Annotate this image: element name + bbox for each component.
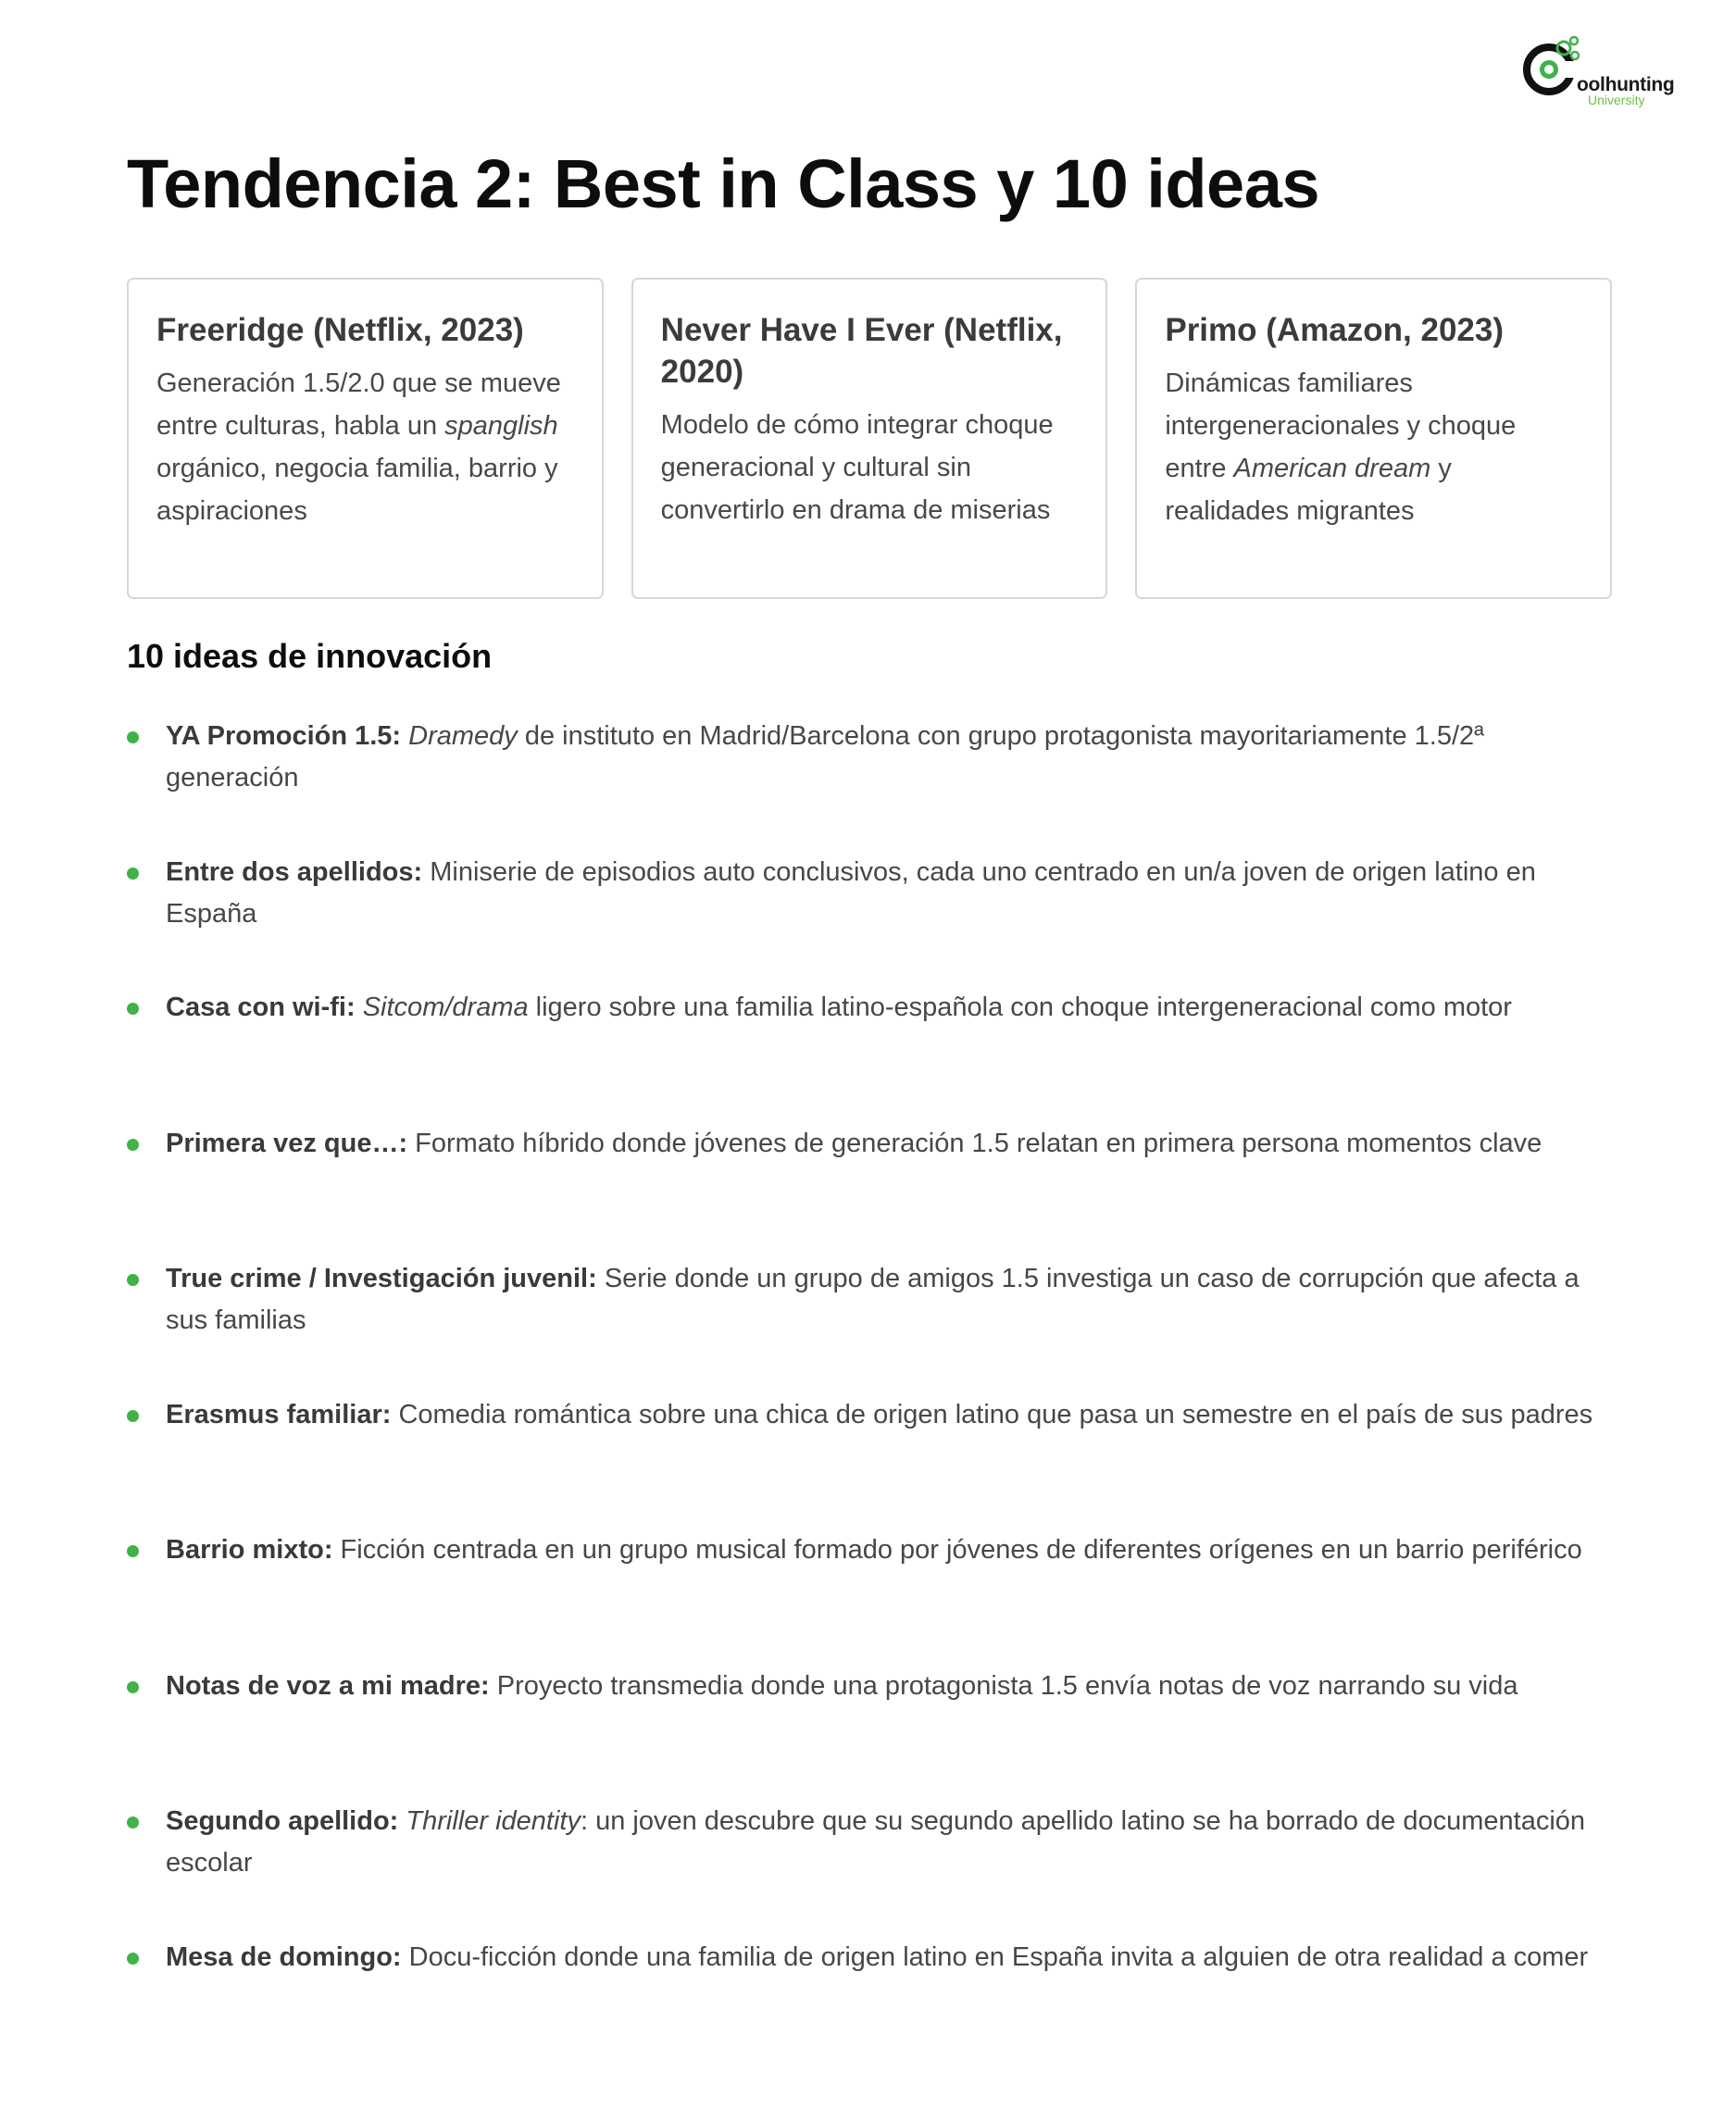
bullet-icon	[127, 1410, 139, 1422]
list-item: Notas de voz a mi madre: Proyecto transmedia donde una protagonista 1.5 envía notas de voz narrando su vida	[127, 1666, 1617, 1802]
card-primo	[1135, 278, 1612, 599]
section-heading: 10 ideas de innovación	[127, 637, 493, 675]
card-description: Dinámicas familiares intergeneracionales y choque entre American dream y realidades migrantes	[1165, 368, 1517, 526]
bullet-icon	[127, 1274, 139, 1286]
list-item: Barrio mixto: Ficción centrada en un grupo musical formado por jóvenes de diferentes orígenes en un barrio periférico	[127, 1529, 1617, 1666]
card-never-have-i-ever	[631, 278, 1108, 599]
card-description: Generación 1.5/2.0 que se mueve entre culturas, habla un spanglish orgánico, negocia familia, barrio y aspiraciones	[156, 368, 561, 526]
bullet-icon	[127, 1545, 139, 1557]
list-item: Casa con wi-fi: Sitcom/drama ligero sobre una familia latino-española con choque intergeneracional como motor	[127, 987, 1617, 1123]
list-item: Erasmus familiar: Comedia romántica sobre una chica de origen latino que pasa un semestre en el país de sus padres	[127, 1394, 1617, 1530]
list-item: Mesa de domingo: Docu-ficción donde una familia de origen latino en España invita a alguien de otra realidad a comer	[127, 1937, 1617, 2073]
logo-wordmark: oolhunting	[1577, 74, 1675, 95]
ideas-list	[127, 716, 1617, 2072]
card-freeridge	[127, 278, 604, 599]
bullet-icon	[127, 1139, 139, 1151]
list-item: YA Promoción 1.5: Dramedy de instituto en Madrid/Barcelona con grupo protagonista mayoritariamente 1.5/2ª generación	[127, 716, 1617, 852]
list-item: Primera vez que…: Formato híbrido donde jóvenes de generación 1.5 relatan en primera persona momentos clave	[127, 1123, 1617, 1259]
page-title: Tendencia 2: Best in Class y 10 ideas	[127, 145, 1320, 222]
card-title: Primo (Amazon, 2023)	[1165, 312, 1504, 348]
bullet-icon	[127, 868, 139, 880]
bullet-icon	[127, 1953, 139, 1965]
card-description: Modelo de cómo integrar choque generacional y cultural sin convertirlo en drama de miserias	[660, 410, 1054, 525]
bullet-icon	[127, 1681, 139, 1693]
card-title: Never Have I Ever (Netflix, 2020)	[660, 312, 1063, 390]
best-in-class-cards	[127, 278, 1612, 599]
bullet-icon	[127, 1003, 139, 1015]
card-title: Freeridge (Netflix, 2023)	[156, 312, 524, 348]
bullet-icon	[127, 1816, 139, 1829]
bullet-icon	[127, 731, 139, 743]
logo-subtitle: University	[1588, 93, 1645, 107]
coolhunting-university-logo	[1523, 35, 1699, 109]
list-item: Segundo apellido: Thriller identity: un joven descubre que su segundo apellido latino se ha borrado de documentación escolar	[127, 1801, 1617, 1937]
list-item: Entre dos apellidos: Miniserie de episodios auto conclusivos, cada uno centrado en un/a joven de origen latino en España	[127, 852, 1617, 988]
list-item: True crime / Investigación juvenil: Serie donde un grupo de amigos 1.5 investiga un caso de corrupción que afecta a sus familias	[127, 1258, 1617, 1394]
